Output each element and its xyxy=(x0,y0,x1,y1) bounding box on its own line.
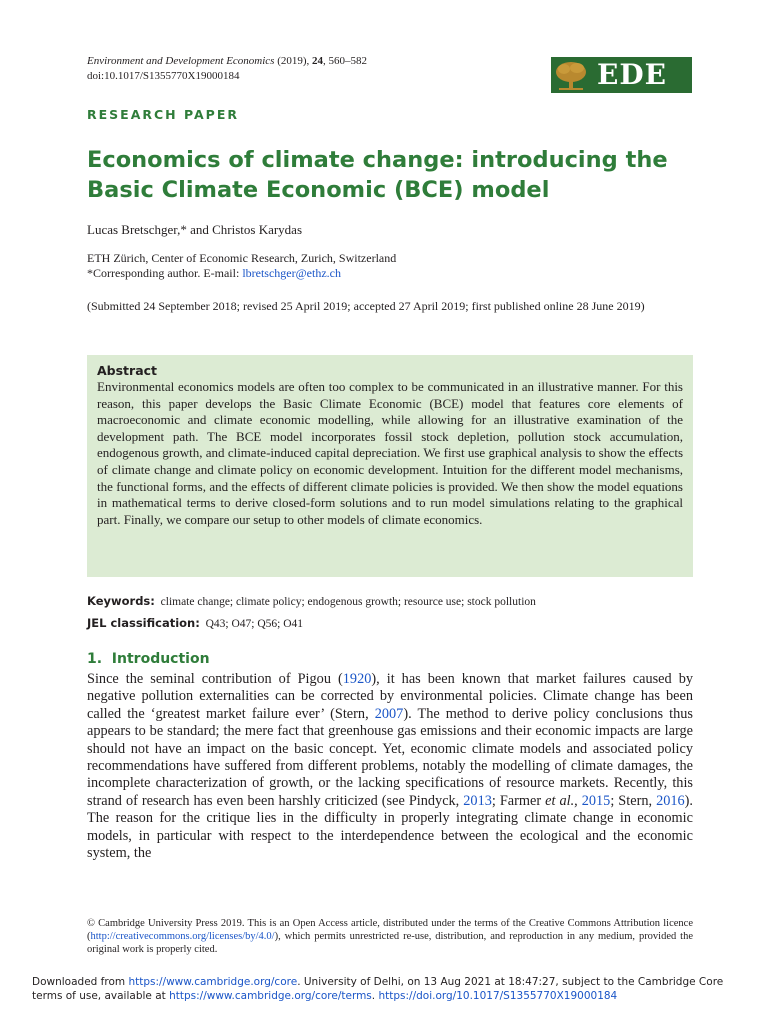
license-notice xyxy=(87,918,693,956)
intro-text-3: ). The method to derive policy conclusions thus appears to be standard; the mere fact that greenhouse gas emissions and their economic impacts are large should not have an impact on the basic concept. Yet, economic climate models and associated policy recommendations have suffered from different problems, notably the modelling of climate damages, the incomplete characterization of growth, or the lacking specifications of resource markets. Recently, this strand of research has even been harshly criticized (see Pindyck, xyxy=(87,705,693,809)
jel-value: Q43; O47; Q56; O41 xyxy=(205,618,304,630)
citation-link[interactable]: 2016 xyxy=(656,792,685,809)
abstract-text: Environmental economics models are often too complex to be communicated in an illustrative manner. For this reason, this paper develops the Basic Climate Economic (BCE) model that features core elements of macroeconomic and climate economic modelling, while allowing for an illustrative examination of the development path. The BCE model incorporates fossil stock depletion, pollution stock accumulation, endogenous growth, and climate-induced capital depreciation. We first use graphical analysis to show the effects of climate change and climate policy on economic development. Intuition for the different model mechanisms, the functional forms, and the effects of different climate policies is provided. We then show the model equations in mathematical terms to derive closed-form solutions and to run model simulations relating to the graphical part. Finally, we compare our setup to other models of climate economics. xyxy=(97,379,683,527)
tree-icon xyxy=(551,57,591,93)
cambridge-core-link[interactable]: https://www.cambridge.org/core xyxy=(128,976,298,988)
license-text-1: © Cambridge University Press 2019. This is an Open Access article, distributed under the terms of the Creative Commons Attribution licence ( xyxy=(87,918,693,942)
license-text-2: ), which permits unrestricted re-use, distribution, and reproduction in any medium, provided the original work is properly cited. xyxy=(87,930,693,955)
article-type: RESEARCH PAPER xyxy=(87,107,240,122)
journal-pages: , 560–582 xyxy=(323,55,368,67)
citation-link[interactable]: 2013 xyxy=(463,792,492,809)
download-text-1: Downloaded from xyxy=(32,976,129,988)
submission-dates: (Submitted 24 September 2018; revised 25 April 2019; accepted 27 April 2019; first published online 28 June 2019) xyxy=(87,299,645,313)
intro-text-2: ), it has been known that market failures caused by negative pollution externalities can be corrected by environmental policies. Climate change has been called the ‘greatest market failure ever’ (Stern, xyxy=(87,671,693,722)
intro-text-4: ; Farmer xyxy=(491,792,546,809)
jel-label: JEL classification: xyxy=(87,616,200,630)
corresponding-label: *Corresponding author. E-mail: xyxy=(87,266,243,280)
abstract-heading: Abstract xyxy=(97,363,158,378)
authors: Lucas Bretschger,* and Christos Karydas xyxy=(87,222,303,237)
terms-link[interactable]: https://www.cambridge.org/core/terms xyxy=(169,990,372,1002)
intro-text-5: , xyxy=(574,792,582,809)
section-heading: 1. Introduction xyxy=(87,651,210,667)
institution: ETH Zürich, Center of Economic Research, Zurich, Switzerland xyxy=(87,251,397,265)
journal-doi: doi:10.1017/S1355770X19000184 xyxy=(87,70,240,82)
journal-citation xyxy=(87,54,367,84)
jel-classification xyxy=(87,616,303,630)
keywords xyxy=(87,594,536,608)
keywords-value: climate change; climate policy; endogenous growth; resource use; stock pollution xyxy=(160,596,536,608)
intro-text-6: ; Stern, xyxy=(610,792,657,809)
download-text-2: . University of Delhi, on 13 Aug 2021 at 18:47:27, subject to the Cambridge Core terms of use, available at xyxy=(32,976,724,1002)
journal-volume: 24 xyxy=(312,55,324,67)
download-notice xyxy=(32,975,742,1003)
journal-year: (2019), xyxy=(277,55,310,67)
email-link[interactable]: lbretschger@ethz.ch xyxy=(242,266,341,280)
download-text-3: . xyxy=(371,990,379,1002)
citation-link[interactable]: 1920 xyxy=(342,671,372,687)
intro-text-1: Since the seminal contribution of Pigou ( xyxy=(87,671,343,687)
license-link[interactable]: http://creativecommons.org/licenses/by/4.0/ xyxy=(90,930,275,942)
introduction-text xyxy=(87,671,693,862)
keywords-label: Keywords: xyxy=(87,594,155,608)
journal-logo xyxy=(551,57,692,93)
doi-link[interactable]: https://doi.org/10.1017/S1355770X19000184 xyxy=(378,990,618,1002)
journal-name: Environment and Development Economics xyxy=(87,55,275,67)
abstract-box xyxy=(87,355,693,577)
citation-link[interactable]: 2015 xyxy=(581,792,611,809)
citation-link[interactable]: 2007 xyxy=(374,705,404,722)
logo-text: EDE xyxy=(597,58,667,91)
paper-title: Economics of climate change: introducing the Basic Climate Economic (BCE) model xyxy=(87,147,668,203)
intro-text-7: ). The reason for the critique lies in the difficulty in properly integrating climate change in economic models, in particular with respect to the interdependence between the ecological and the economic system, the xyxy=(87,792,693,862)
intro-etal: et al. xyxy=(545,792,575,809)
affiliation xyxy=(87,251,396,281)
